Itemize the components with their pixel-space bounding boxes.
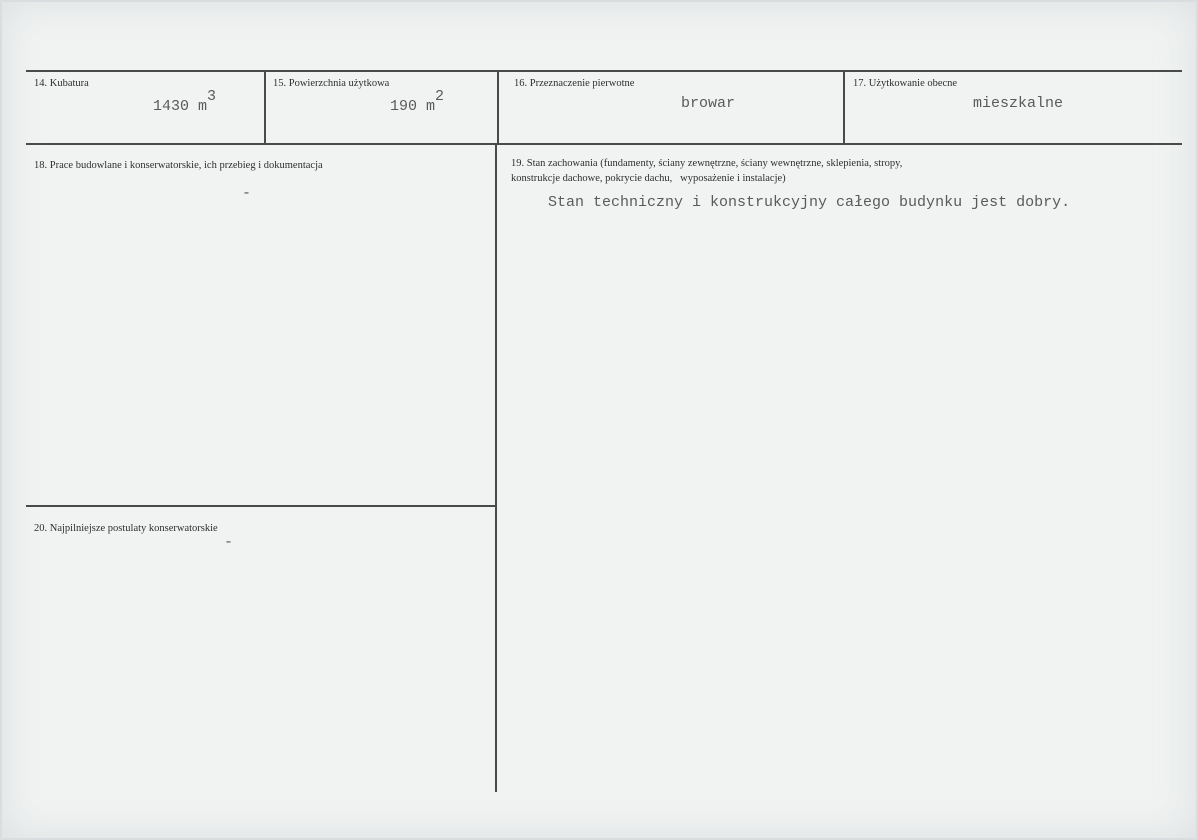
- field-15-label: 15. Powierzchnia użytkowa: [273, 78, 390, 89]
- top-rule: [26, 70, 1182, 72]
- field-16-label: 16. Przeznaczenie pierwotne: [514, 78, 635, 89]
- field-14-number: 1430 m: [153, 98, 208, 115]
- record-card: [2, 2, 1196, 838]
- main-column-divider: [495, 143, 497, 792]
- field-20-label: 20. Najpilniejsze postulaty konserwatorskie: [34, 523, 218, 534]
- field-20-value: -: [224, 534, 234, 551]
- field-15-value: [390, 88, 445, 115]
- field-15-number: 190 m: [390, 98, 436, 115]
- field-15-superscript: 2: [435, 88, 445, 105]
- field-14-label: 14. Kubatura: [34, 78, 89, 89]
- divider-15-16: [497, 70, 499, 145]
- field-17-value: mieszkalne: [973, 95, 1064, 112]
- field-17-label: 17. Użytkowanie obecne: [853, 78, 958, 89]
- field-14-value: [153, 88, 217, 115]
- divider-16-17: [843, 70, 845, 145]
- field-16-value: browar: [681, 95, 736, 112]
- field-19-label-line1: 19. Stan zachowania (fundamenty, ściany zewnętrzne, ściany wewnętrzne, sklepienia, stropy,: [511, 158, 903, 169]
- field-14-superscript: 3: [207, 88, 217, 105]
- field-18-value: -: [242, 185, 252, 202]
- section-18-20-rule: [26, 505, 496, 507]
- field-18-label: 18. Prace budowlane i konserwatorskie, ich przebieg i dokumentacja: [34, 160, 323, 171]
- field-19-label-line2: konstrukcje dachowe, pokrycie dachu, wyposażenie i instalacje): [511, 173, 786, 184]
- divider-14-15: [264, 70, 266, 145]
- field-19-value: Stan techniczny i konstrukcyjny całego budynku jest dobry.: [548, 194, 1071, 211]
- upper-row-bottom-rule: [26, 143, 1182, 145]
